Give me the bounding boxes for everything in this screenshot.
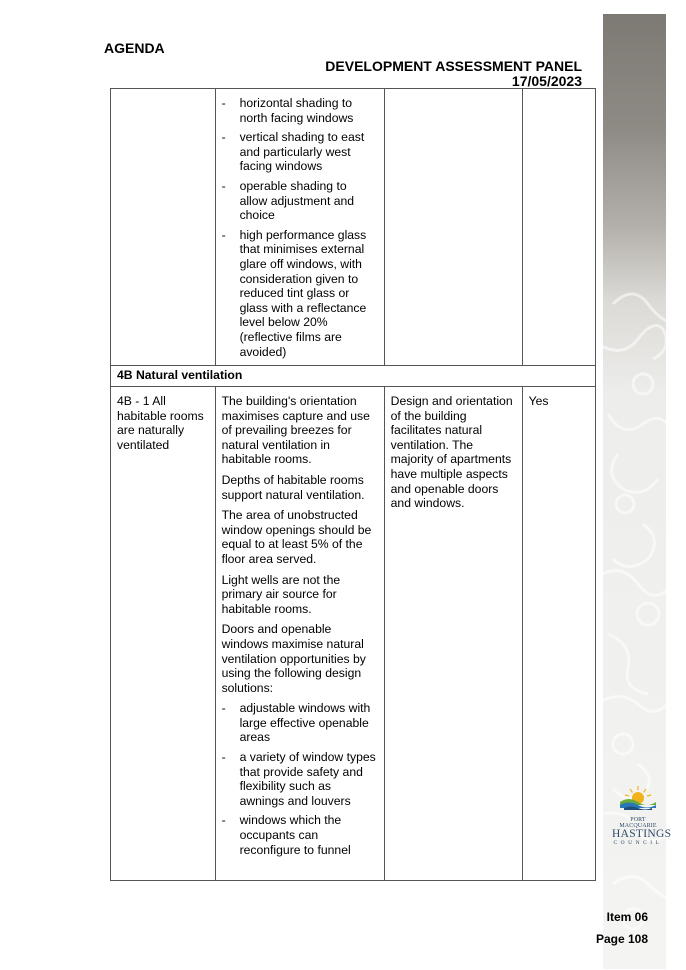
criteria-paragraph: The building's orientation maximises capture and use of prevailing breezes for natural ventilation in habitable rooms. — [221, 394, 370, 467]
criteria-paragraph: Depths of habitable rooms support natural ventilation. — [221, 472, 365, 502]
bullet-item: - high performance glass that minimises external glare off windows, with consideration given to reduced tint glass or glass with a reflectance level below 20% (reflective films are avoided) — [221, 227, 367, 359]
logo-line-1: PORT MACQUARIE — [619, 817, 657, 829]
logo-line-2: HASTINGS — [612, 828, 672, 840]
agenda-heading: AGENDA — [104, 40, 165, 56]
compliance-cell — [522, 89, 595, 366]
bullet-item: - horizontal shading to north facing windows — [221, 96, 354, 125]
sun-wave-emblem-icon — [616, 784, 660, 812]
item-number: Item 06 — [606, 910, 648, 924]
criteria-paragraph: Light wells are not the primary air source for habitable rooms. — [221, 572, 341, 616]
logo-line-3: COUNCIL — [613, 840, 663, 846]
objective-cell: 4B - 1 All habitable rooms are naturally ventilated — [111, 387, 216, 881]
comment-cell: Design and orientation of the building facilitates natural ventilation. The majority of apartments have multiple aspects and openable doors and windows. — [384, 387, 522, 881]
section-title: 4B Natural ventilation — [111, 366, 596, 387]
bullet-item: - windows which the occupants can reconfigure to funnel — [221, 813, 351, 857]
design-criteria-cell — [215, 89, 384, 366]
comment-cell — [384, 89, 522, 366]
objective-cell — [111, 89, 216, 366]
bullet-item: - adjustable windows with large effective openable areas — [221, 701, 371, 745]
criteria-paragraph: The area of unobstructed window openings should be equal to at least 5% of the floor area served. — [221, 508, 372, 566]
meeting-date: 17/05/2023 — [511, 73, 582, 89]
assessment-table — [110, 88, 596, 881]
page-number: Page 108 — [595, 932, 648, 946]
panel-heading: DEVELOPMENT ASSESSMENT PANEL — [325, 58, 582, 74]
compliance-cell: Yes — [522, 387, 595, 881]
bullet-item: - a variety of window types that provide safety and flexibility such as awnings and louvers — [221, 750, 376, 808]
bullet-item: - operable shading to allow adjustment and choice — [221, 178, 355, 223]
bullet-item: - vertical shading to east and particularly west facing windows — [221, 130, 365, 174]
section-row — [111, 366, 596, 387]
design-criteria-cell — [215, 387, 384, 881]
council-logo — [612, 784, 672, 846]
criteria-paragraph: Doors and openable windows maximise natural ventilation opportunities by using the following design solutions: — [221, 622, 366, 695]
table-row — [111, 89, 596, 366]
table-row — [111, 387, 596, 881]
